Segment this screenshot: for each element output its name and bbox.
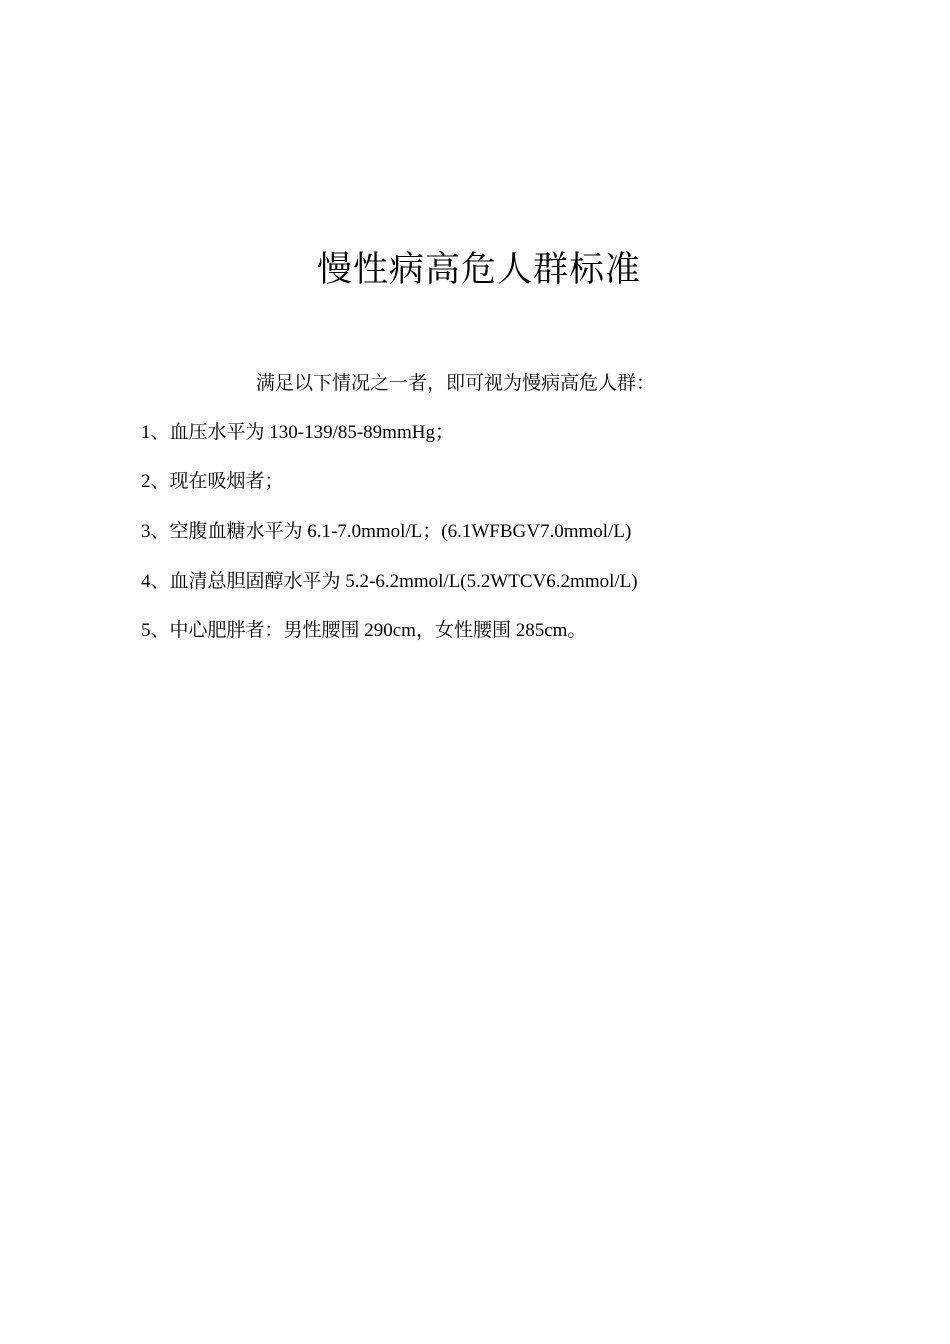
- criteria-item-smoker: 2、现在吸烟者；: [141, 471, 284, 492]
- criteria-item-cholesterol: 4、血清总胆固醇水平为 5.2-6.2mmol/L(5.2WTCV6.2mmol/L): [141, 571, 638, 592]
- criteria-item-blood-pressure: 1、血压水平为 130-139/85-89mmHg；: [141, 422, 454, 443]
- page-title: 慢性病高危人群标准: [316, 250, 641, 290]
- criteria-item-fasting-glucose: 3、空腹血糖水平为 6.1-7.0mmol/L；(6.1WFBGV7.0mmol/L): [141, 521, 632, 542]
- intro-text: 满足以下情况之一者，即可视为慢病高危人群：: [256, 373, 656, 394]
- criteria-item-central-obesity: 5、中心肥胖者：男性腰围 290cm，女性腰围 285cm。: [141, 620, 587, 641]
